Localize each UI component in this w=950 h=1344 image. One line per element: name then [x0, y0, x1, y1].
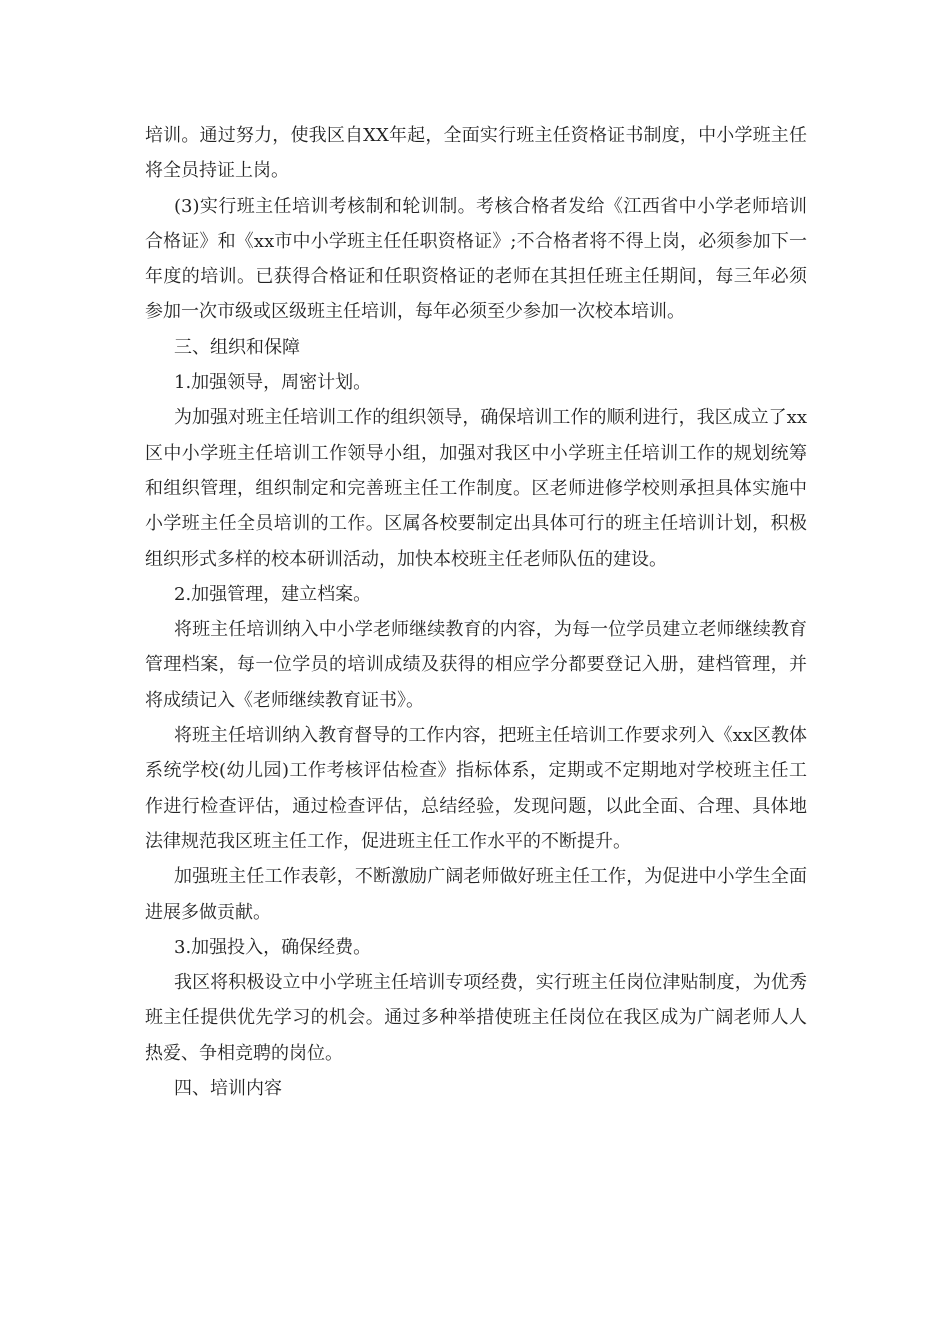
- section-heading-organization: 三、组织和保障: [174, 336, 300, 358]
- subheading-leadership: 1.加强领导，周密计划。: [174, 372, 372, 394]
- paragraph-commendation: 加强班主任工作表彰，不断激励广阔老师做好班主任工作，为促进中小学生全面进展多做贡献。: [145, 866, 807, 923]
- paragraph-funding: 我区将积极设立中小学班主任培训专项经费，实行班主任岗位津贴制度，为优秀班主任提供优先学习的机会。通过多种举措使班主任岗位在我区成为广阔老师人人热爱、争相竞聘的岗位。: [145, 972, 807, 1064]
- document-body: [145, 118, 807, 1106]
- subheading-management: 2.加强管理，建立档案。: [174, 583, 372, 605]
- subheading-investment: 3.加强投入，确保经费。: [174, 936, 372, 958]
- paragraph-archives: 将班主任培训纳入中小学老师继续教育的内容，为每一位学员建立老师继续教育管理档案，每一位学员的培训成绩及获得的相应学分都要登记入册，建档管理，并将成绩记入《老师继续教育证书》。: [145, 619, 807, 711]
- paragraph-supervision: 将班主任培训纳入教育督导的工作内容，把班主任培训工作要求列入《xx区教体系统学校(幼儿园)工作考核评估检查》指标体系，定期或不定期地对学校班主任工作进行检查评估，通过检查评估，总结经验，发现问题，以此全面、合理、具体地法律规范我区班主任工作，促进班主任工作水平的不断提升。: [145, 725, 807, 852]
- paragraph-leadership: 为加强对班主任培训工作的组织领导，确保培训工作的顺利进行，我区成立了xx区中小学班主任培训工作领导小组，加强对我区中小学班主任培训工作的规划统筹和组织管理，组织制定和完善班主任工作制度。区老师进修学校则承担具体实施中小学班主任全员培训的工作。区属各校要制定出具体可行的班主任培训计划，积极组织形式多样的校本研训活动，加快本校班主任老师队伍的建设。: [145, 407, 807, 570]
- paragraph-assessment-rotation: (3)实行班主任培训考核制和轮训制。考核合格者发给《江西省中小学老师培训合格证》和《xx市中小学班主任任职资格证》;不合格者将不得上岗，必须参加下一年度的培训。已获得合格证和任职资格证的老师在其担任班主任期间，每三年必须参加一次市级或区级班主任培训，每年必须至少参加一次校本培训。: [145, 195, 807, 323]
- section-heading-training-content: 四、培训内容: [174, 1078, 282, 1100]
- paragraph-continuation: 培训。通过努力，使我区自XX年起，全面实行班主任资格证书制度，中小学班主任将全员持证上岗。: [145, 125, 807, 182]
